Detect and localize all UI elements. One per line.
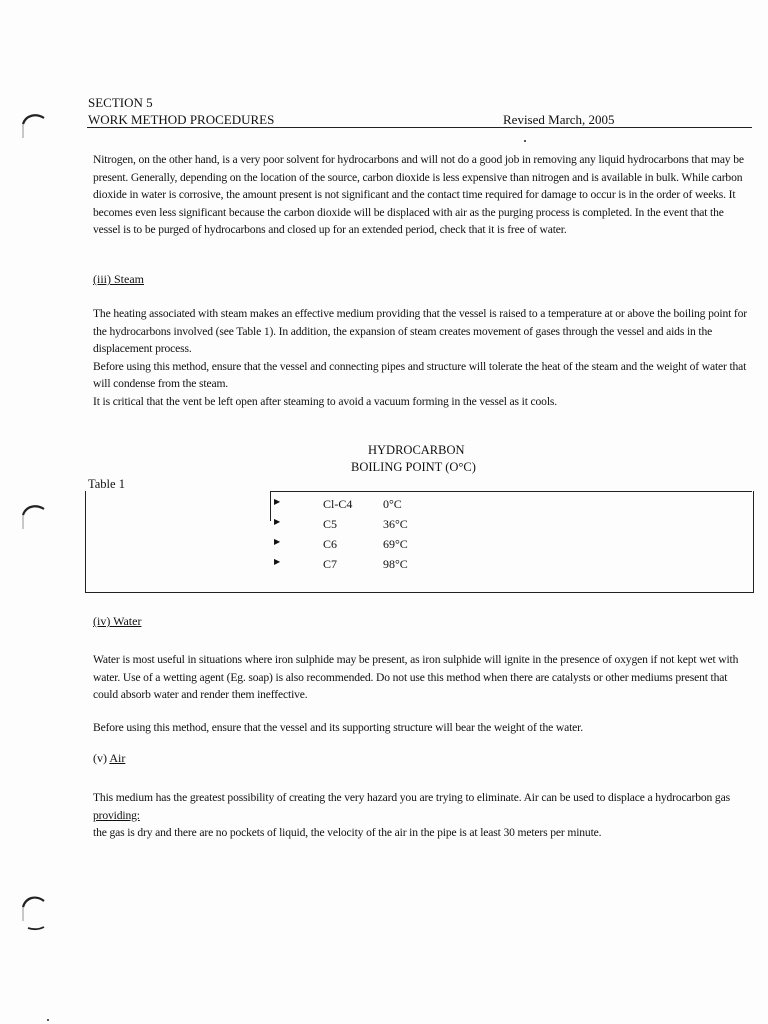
intro-text: Nitrogen, on the other hand, is a very poor solvent for hydrocarbons and will not do a good job in removing any liquid hydrocarbons that may be present. Generally, depending on the location of the source, carbon dioxide is less expensive than nitrogen and is available in bulk. While carbon dioxide in water is corrosive, the amount present is not significant and the contact time required for damage to occur is in the order of weeks. It becomes even less significant because the carbon dioxide will be displaced with air as the purging process is completed. In the event that the vessel is to be purged of hydrocarbons and closed up for an extended period, check that it is free of water. <box>93 153 744 237</box>
boiling-point-cell: 98°C <box>383 557 408 571</box>
steam-paragraph-2: Before using this method, ensure that the vessel and connecting pipes and structure will tolerate the heat of the steam and the weight of water that will condense from the steam. <box>93 359 747 391</box>
air-heading-label: Air <box>109 751 126 765</box>
hydrocarbon-cell: C5 <box>323 517 338 531</box>
hydrocarbon-cell: Cl-C4 <box>323 497 353 511</box>
water-heading: (iv) Water <box>93 614 142 628</box>
revision-date: Revised March, 2005 <box>503 112 615 127</box>
bullet-icon: ▶ <box>274 557 281 566</box>
water-text-1: Water is most useful in situations where iron sulphide may be present, as iron sulphide will ignite in the presence of oxygen if not kept wet with water. Use of a wetting agent (Eg. soap) is also recommended. Do not use this method when there are catalysts or other mediums present that could absorb water and render them ineffective. <box>93 653 739 702</box>
steam-paragraph-3: It is critical that the vent be left open after steaming to avoid a vacuum forming in the vessel as it cools. <box>93 394 558 408</box>
boiling-point-cell: 0°C <box>383 497 402 511</box>
table-caption: Table 1 <box>88 477 125 491</box>
air-paragraph-1 <box>93 789 753 824</box>
section-label: SECTION 5 <box>88 95 153 110</box>
bullet-icon: ▶ <box>274 517 281 526</box>
intro-paragraph <box>93 151 753 239</box>
bullet-icon: ▶ <box>274 537 281 546</box>
steam-paragraph-1: The heating associated with steam makes an effective medium providing that the vessel is raised to a temperature at or above the boiling point for the hydrocarbons involved (see Table 1). In addition, the expansion of steam creates movement of gases through the vessel and aids in the displacement process. <box>93 307 747 356</box>
binder-hole-mark <box>20 503 46 531</box>
air-paragraph-2: the gas is dry and there are no pockets of liquid, the velocity of the air in the pipe is at least 30 meters per minute. <box>93 826 602 840</box>
scan-speck <box>524 140 526 142</box>
scan-speck <box>47 1019 49 1021</box>
steam-heading: (iii) Steam <box>93 272 144 286</box>
header-rule <box>87 127 752 128</box>
air-heading <box>93 751 125 766</box>
section-title: WORK METHOD PROCEDURES <box>88 112 275 127</box>
table-inner-border <box>270 491 271 521</box>
hydrocarbon-cell: C6 <box>323 537 338 551</box>
boiling-point-cell: 69°C <box>383 537 408 551</box>
water-paragraph-2 <box>93 719 753 737</box>
air-text-1: This medium has the greatest possibility of creating the very hazard you are trying to eliminate. Air can be used to displace a hydrocarbon gas <box>93 791 730 804</box>
binder-hole-mark <box>20 893 46 933</box>
table-title-line-2: BOILING POINT (O°C) <box>351 460 476 474</box>
steam-body <box>93 305 753 411</box>
hydrocarbon-cell: C7 <box>323 557 338 571</box>
table-top-border <box>270 491 752 492</box>
boiling-point-cell: 36°C <box>383 517 408 531</box>
water-text-2: Before using this method, ensure that the vessel and its supporting structure will bear the weight of the water. <box>93 721 583 734</box>
water-paragraph-1 <box>93 651 753 704</box>
air-heading-prefix: (v) <box>93 751 110 765</box>
binder-hole-mark <box>20 112 46 140</box>
air-body <box>93 789 753 842</box>
bullet-icon: ▶ <box>274 497 281 506</box>
providing-text: providing: <box>93 808 140 822</box>
table-title-line-1: HYDROCARBON <box>368 443 465 457</box>
